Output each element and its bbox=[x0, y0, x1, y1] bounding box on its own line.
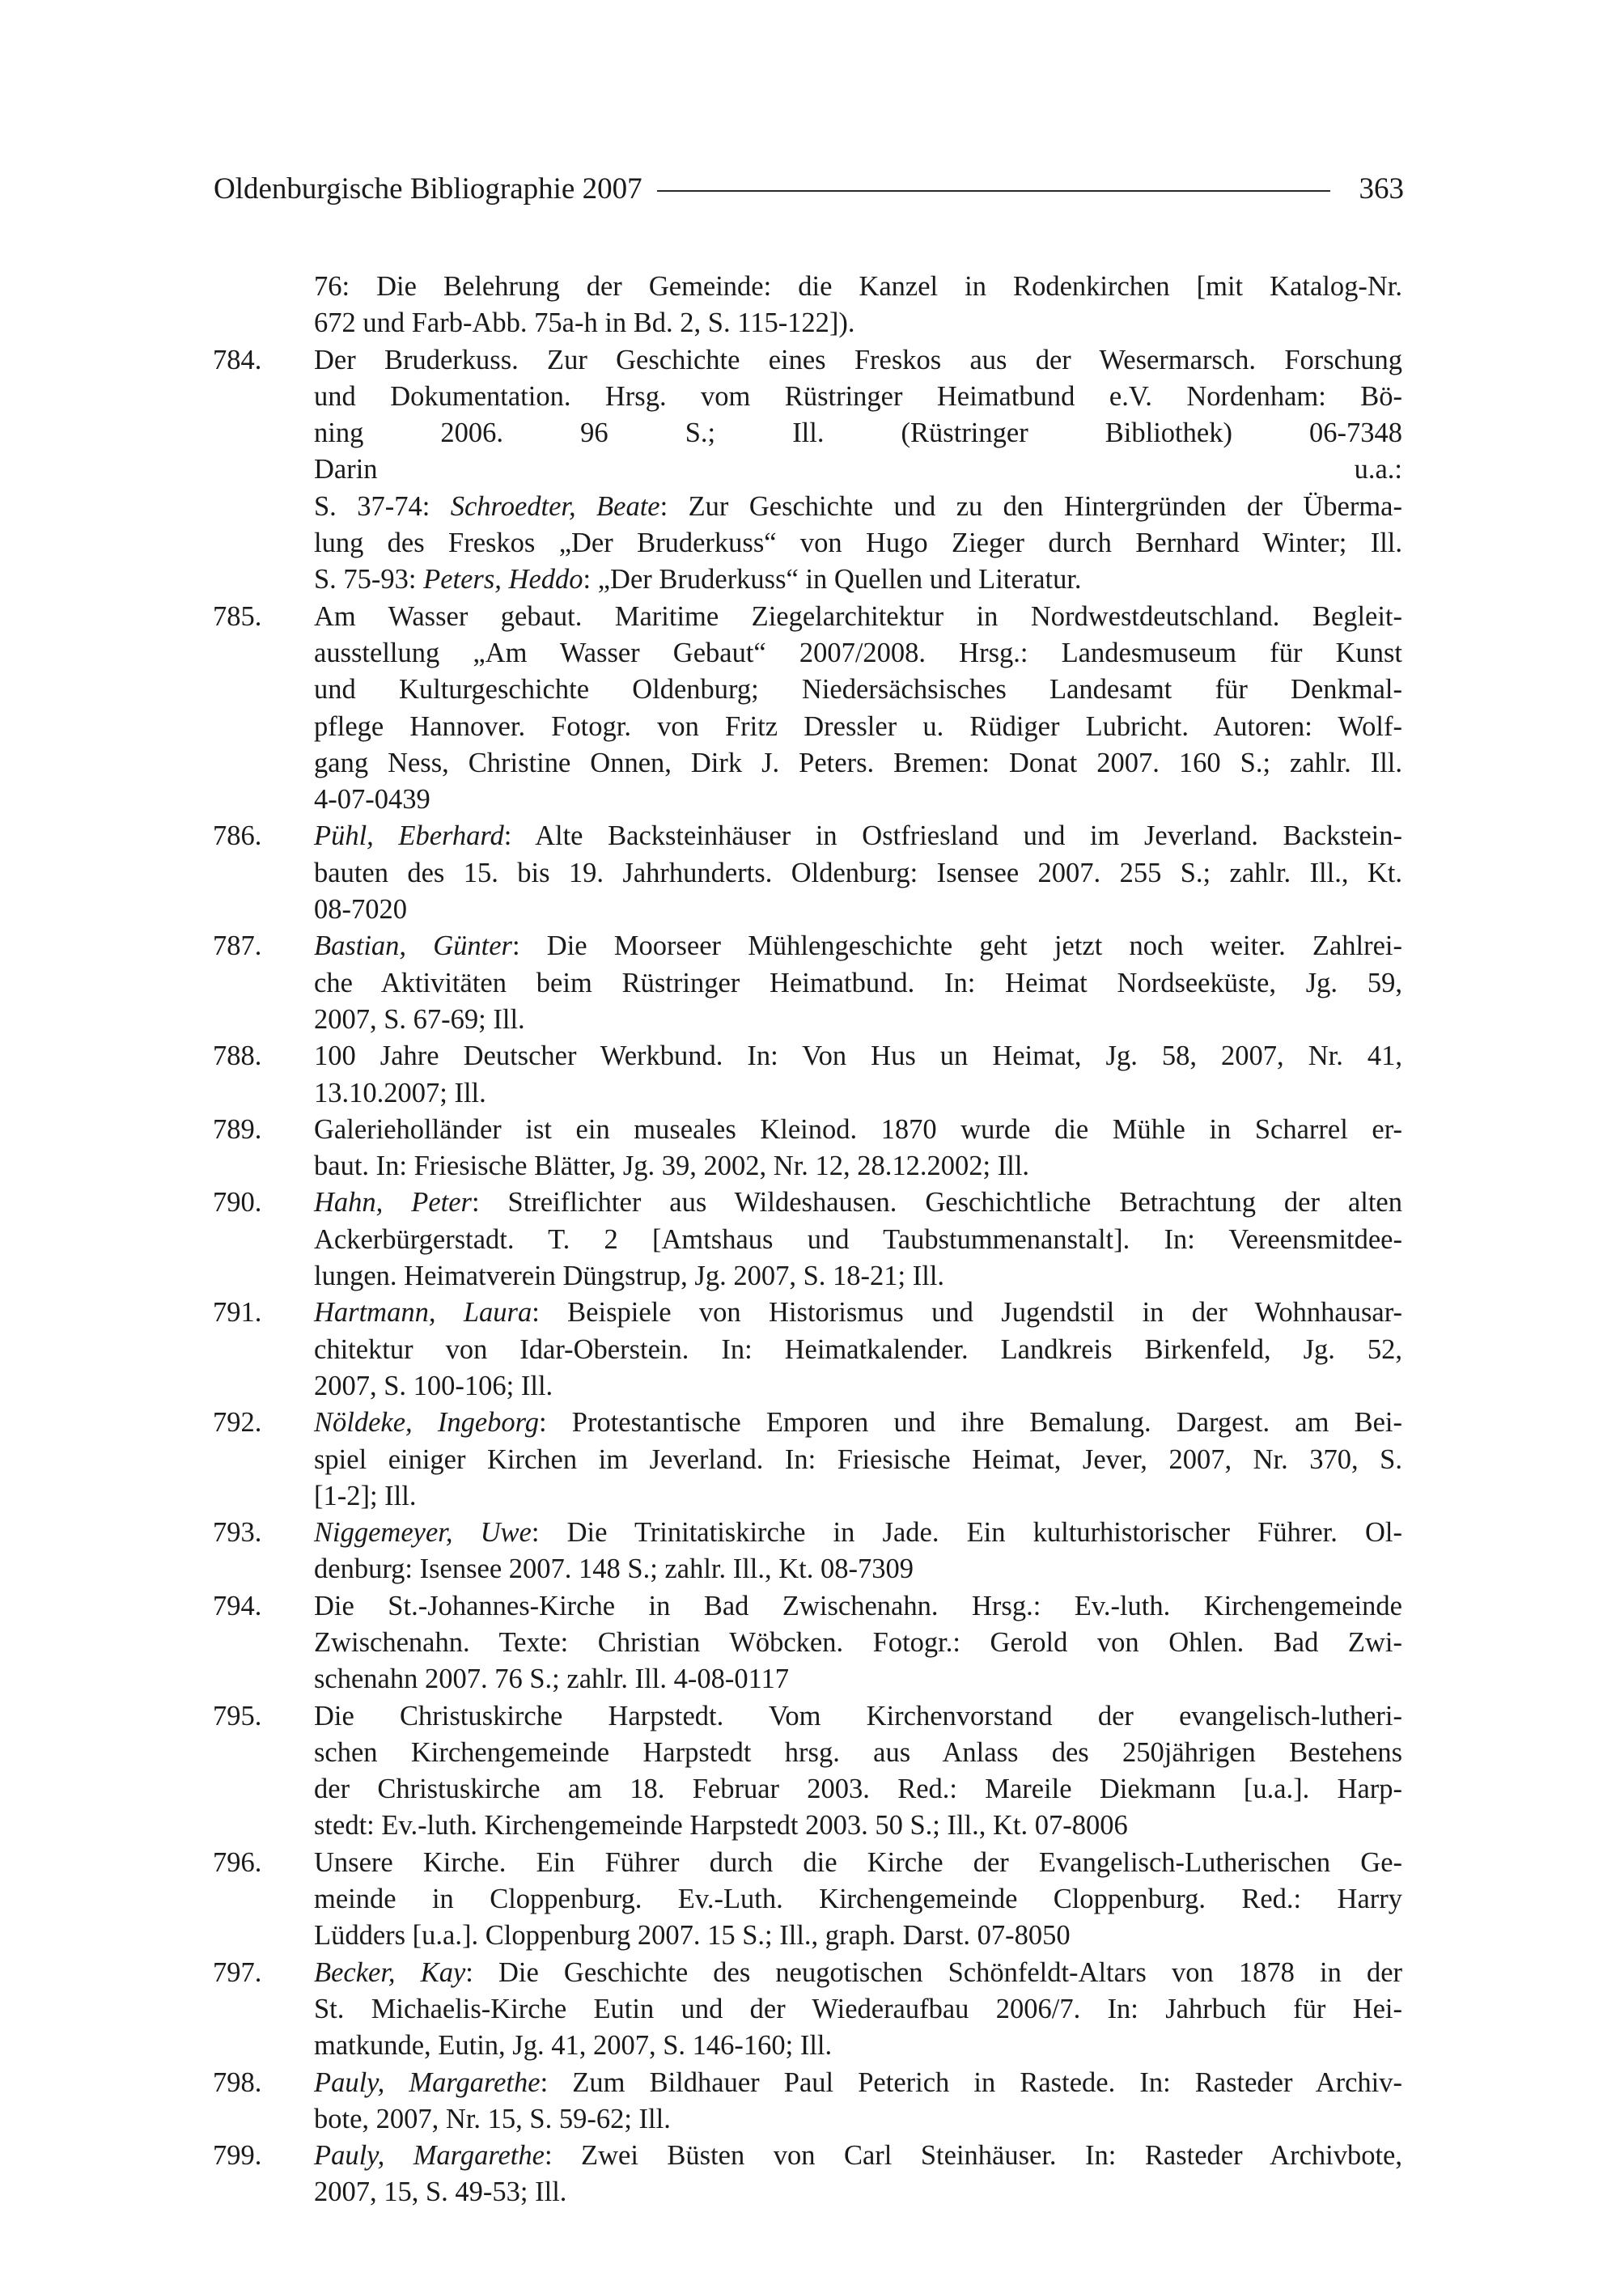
entry-text bbox=[314, 1698, 1402, 1845]
entry-line bbox=[314, 1222, 1402, 1258]
entry-line bbox=[314, 1551, 1402, 1587]
entry-text-segment: bote, 2007, Nr. 15, S. 59-62; Ill. bbox=[314, 2103, 671, 2134]
entry-line bbox=[314, 892, 1402, 928]
entry-line bbox=[314, 855, 1402, 892]
entry-line bbox=[314, 1258, 1402, 1295]
entry-text-segment: und Dokumentation. Hrsg. vom Rüstringer Heimatbund e.V. Nordenham: Bö- bbox=[314, 380, 1402, 412]
entry-text bbox=[314, 1515, 1402, 1588]
entry-line bbox=[314, 451, 1402, 488]
entry-number: 793. bbox=[213, 1517, 262, 1549]
entry-text-segment: : Protestantische Emporen und ihre Bemalung. Dargest. am Bei- bbox=[539, 1407, 1402, 1439]
entry-line bbox=[314, 1368, 1402, 1405]
entry-line bbox=[314, 1881, 1402, 1918]
entry-line bbox=[314, 379, 1402, 415]
entry-text bbox=[314, 269, 1402, 342]
entry-number: 789. bbox=[213, 1113, 262, 1145]
author-name: Pühl, Eberhard bbox=[314, 820, 504, 852]
entry-text-segment: lung des Freskos „Der Bruderkuss“ von Hugo Zieger durch Bernhard Winter; Ill. bbox=[314, 528, 1402, 559]
entry-number: 790. bbox=[213, 1187, 262, 1219]
entry-text-segment: ning 2006. 96 S.; Ill. (Rüstringer Bibliothek) 06-7348 bbox=[314, 417, 1402, 449]
entry-text-segment: stedt: Ev.-luth. Kirchengemeinde Harpstedt 2003. 50 S.; Ill., Kt. 07-8006 bbox=[314, 1810, 1128, 1842]
entry-text-segment: gang Ness, Christine Onnen, Dirk J. Peters. Bremen: Donat 2007. 160 S.; zahlr. Ill. bbox=[314, 747, 1402, 778]
entry-number: 786. bbox=[213, 820, 262, 852]
entry-line bbox=[314, 745, 1402, 782]
entry-text-segment: ausstellung „Am Wasser Gebaut“ 2007/2008. Hrsg.: Landesmuseum für Kunst bbox=[314, 637, 1402, 668]
entry-text-segment: 08-7020 bbox=[314, 894, 407, 926]
entry-line bbox=[314, 1478, 1402, 1515]
entry-number: 794. bbox=[213, 1590, 262, 1621]
entry-number: 787. bbox=[213, 930, 262, 962]
entry-text-segment: 2007, S. 100-106; Ill. bbox=[314, 1370, 553, 1401]
entry-text-segment: 76: Die Belehrung der Gemeinde: die Kanzel in Rodenkirchen [mit Katalog-Nr. bbox=[314, 271, 1402, 302]
author-name: Bastian, Günter bbox=[314, 930, 512, 962]
entry-line bbox=[314, 1625, 1402, 1661]
entry-text-segment: : Beispiele von Historismus und Jugendstil in der Wohnhausar- bbox=[532, 1297, 1402, 1329]
entry-line bbox=[314, 1588, 1402, 1625]
entry-text bbox=[314, 2138, 1402, 2211]
entry-text-segment: : Zwei Büsten von Carl Steinhäuser. In: Rasteder Archivbote, bbox=[544, 2140, 1402, 2172]
entry-line bbox=[314, 1332, 1402, 1368]
header-rule bbox=[657, 190, 1330, 192]
author-name: Niggemeyer, Uwe bbox=[314, 1517, 532, 1549]
entry-text-segment: Unsere Kirche. Ein Führer durch die Kirche der Evangelisch-Lutherischen Ge- bbox=[314, 1846, 1402, 1878]
entry-line bbox=[314, 1112, 1402, 1148]
entry-text-segment: Lüdders [u.a.]. Cloppenburg 2007. 15 S.; Ill., graph. Darst. 07-8050 bbox=[314, 1920, 1071, 1952]
entry-text-segment: 2007, S. 67-69; Ill. bbox=[314, 1003, 525, 1035]
entry-number: 798. bbox=[213, 2066, 262, 2098]
entry-line bbox=[314, 1515, 1402, 1551]
entry-line bbox=[314, 269, 1402, 305]
entry-text-segment: : Zur Geschichte und zu den Hintergründen der Überma- bbox=[659, 490, 1402, 522]
entry-text bbox=[314, 1185, 1402, 1295]
entry-line bbox=[314, 1185, 1402, 1221]
entry-text-segment: : Streiflichter aus Wildeshausen. Geschichtliche Betrachtung der alten bbox=[471, 1187, 1402, 1219]
bibliography-entry bbox=[213, 1185, 1402, 1295]
entry-text-segment: 100 Jahre Deutscher Werkbund. In: Von Hus un Heimat, Jg. 58, 2007, Nr. 41, bbox=[314, 1041, 1402, 1072]
bibliography-entries bbox=[213, 269, 1402, 2211]
entry-text-segment: Die St.-Johannes-Kirche in Bad Zwischenahn. Hrsg.: Ev.-luth. Kirchengemeinde bbox=[314, 1590, 1402, 1621]
entry-text bbox=[314, 928, 1402, 1038]
entry-text-segment: [1-2]; Ill. bbox=[314, 1480, 417, 1511]
entry-line bbox=[314, 342, 1402, 379]
author-name: Hahn, Peter bbox=[314, 1187, 472, 1219]
bibliography-entry bbox=[213, 2138, 1402, 2211]
entry-text bbox=[314, 1405, 1402, 1515]
bibliography-entry bbox=[213, 599, 1402, 819]
entry-text bbox=[314, 2065, 1402, 2138]
entry-line bbox=[314, 525, 1402, 562]
entry-text-segment: chitektur von Idar-Oberstein. In: Heimatkalender. Landkreis Birkenfeld, Jg. 52, bbox=[314, 1333, 1402, 1365]
bibliography-entry bbox=[213, 1845, 1402, 1955]
entry-text-segment: : Zum Bildhauer Paul Peterich in Rastede. In: Rasteder Archiv- bbox=[540, 2066, 1403, 2098]
author-name: Hartmann, Laura bbox=[314, 1297, 532, 1329]
entry-number: 796. bbox=[213, 1846, 262, 1878]
bibliography-entry bbox=[213, 269, 1402, 342]
entry-line bbox=[314, 965, 1402, 1002]
entry-text bbox=[314, 342, 1402, 599]
entry-number: 788. bbox=[213, 1041, 262, 1072]
entry-text bbox=[314, 1038, 1402, 1112]
entry-text-segment: lungen. Heimatverein Düngstrup, Jg. 2007, S. 18-21; Ill. bbox=[314, 1261, 945, 1292]
entry-text-segment: Darin u.a.: bbox=[314, 454, 1402, 485]
entry-number: 799. bbox=[213, 2140, 262, 2172]
entry-line bbox=[314, 1771, 1402, 1808]
page-number: 363 bbox=[1359, 172, 1404, 206]
entry-text-segment: schenahn 2007. 76 S.; zahlr. Ill. 4-08-0117 bbox=[314, 1664, 790, 1695]
entry-text bbox=[314, 599, 1402, 819]
entry-text bbox=[314, 818, 1402, 928]
bibliography-entry bbox=[213, 1698, 1402, 1845]
entry-text-segment: Galerieholländer ist ein museales Kleinod. 1870 wurde die Mühle in Scharrel er- bbox=[314, 1113, 1402, 1145]
entry-text-segment: S. 75-93: bbox=[314, 564, 424, 596]
entry-line bbox=[314, 1808, 1402, 1844]
bibliography-entry bbox=[213, 1405, 1402, 1515]
running-header bbox=[214, 167, 1404, 210]
entry-line bbox=[314, 2065, 1402, 2101]
entry-line bbox=[314, 2138, 1402, 2174]
entry-line bbox=[314, 489, 1402, 525]
entry-number: 785. bbox=[213, 600, 262, 632]
entry-text-segment: pflege Hannover. Fotogr. von Fritz Dressler u. Rüdiger Lubricht. Autoren: Wolf- bbox=[314, 710, 1402, 742]
bibliography-entry bbox=[213, 342, 1402, 599]
bibliography-entry bbox=[213, 1112, 1402, 1185]
entry-line bbox=[314, 415, 1402, 451]
entry-text-segment: 13.10.2007; Ill. bbox=[314, 1077, 486, 1108]
entry-text-segment: Am Wasser gebaut. Maritime Ziegelarchitektur in Nordwestdeutschland. Begleit- bbox=[314, 600, 1402, 632]
entry-line bbox=[314, 1148, 1402, 1185]
author-name: Pauly, Margarethe bbox=[314, 2066, 541, 2098]
entry-text-segment: denburg: Isensee 2007. 148 S.; zahlr. Ill., Kt. 08-7309 bbox=[314, 1553, 914, 1585]
entry-line bbox=[314, 709, 1402, 745]
entry-text bbox=[314, 1112, 1402, 1185]
author-name: Schroedter, Beate bbox=[450, 490, 660, 522]
author-name: Becker, Kay bbox=[314, 1956, 466, 1988]
author-name: Pauly, Margarethe bbox=[314, 2140, 545, 2172]
author-name: Nöldeke, Ingeborg bbox=[314, 1407, 540, 1439]
entry-line bbox=[314, 782, 1402, 818]
entry-text bbox=[314, 1588, 1402, 1698]
entry-line bbox=[314, 672, 1402, 708]
entry-text-segment: S. 37-74: bbox=[314, 490, 451, 522]
entry-text-segment: : Die Geschichte des neugotischen Schönfeldt-Altars von 1878 in der bbox=[465, 1956, 1402, 1988]
bibliography-entry bbox=[213, 1955, 1402, 2065]
bibliography-entry bbox=[213, 1515, 1402, 1588]
entry-text-segment: Zwischenahn. Texte: Christian Wöbcken. Fotogr.: Gerold von Ohlen. Bad Zwi- bbox=[314, 1626, 1402, 1658]
entry-line bbox=[314, 1991, 1402, 2028]
entry-text bbox=[314, 1955, 1402, 2065]
entry-text-segment: meinde in Cloppenburg. Ev.-Luth. Kirchengemeinde Cloppenburg. Red.: Harry bbox=[314, 1884, 1402, 1915]
bibliography-entry bbox=[213, 928, 1402, 1038]
bibliography-entry bbox=[213, 1038, 1402, 1112]
bibliography-entry bbox=[213, 818, 1402, 928]
entry-line bbox=[314, 305, 1402, 341]
entry-line bbox=[314, 1698, 1402, 1735]
entry-line bbox=[314, 2028, 1402, 2064]
entry-number: 797. bbox=[213, 1956, 262, 1988]
entry-text-segment: 4-07-0439 bbox=[314, 784, 430, 816]
entry-line bbox=[314, 1845, 1402, 1881]
entry-line bbox=[314, 2101, 1402, 2138]
entry-line bbox=[314, 1002, 1402, 1038]
bibliography-entry bbox=[213, 1295, 1402, 1405]
entry-line bbox=[314, 2174, 1402, 2210]
entry-text-segment: Der Bruderkuss. Zur Geschichte eines Freskos aus der Wesermarsch. Forschung bbox=[314, 344, 1402, 375]
entry-line bbox=[314, 818, 1402, 854]
entry-text-segment: : Die Moorseer Mühlengeschichte geht jetzt noch weiter. Zahlrei- bbox=[512, 930, 1402, 962]
entry-line bbox=[314, 1735, 1402, 1771]
entry-line bbox=[314, 1918, 1402, 1954]
entry-text-segment: St. Michaelis-Kirche Eutin und der Wiederaufbau 2006/7. In: Jahrbuch für Hei- bbox=[314, 1993, 1402, 2024]
entry-text-segment: Ackerbürgerstadt. T. 2 [Amtshaus und Taubstummenanstalt]. In: Vereensmitdee- bbox=[314, 1223, 1402, 1255]
entry-text-segment: 672 und Farb-Abb. 75a-h in Bd. 2, S. 115-122]). bbox=[314, 307, 855, 339]
entry-line bbox=[314, 1661, 1402, 1697]
entry-text-segment: 2007, 15, S. 49-53; Ill. bbox=[314, 2176, 567, 2208]
entry-line bbox=[314, 1295, 1402, 1331]
entry-text-segment: baut. In: Friesische Blätter, Jg. 39, 2002, Nr. 12, 28.12.2002; Ill. bbox=[314, 1151, 1030, 1182]
entry-line bbox=[314, 1038, 1402, 1074]
entry-text-segment: Die Christuskirche Harpstedt. Vom Kirchenvorstand der evangelisch-lutheri- bbox=[314, 1700, 1402, 1731]
entry-number: 792. bbox=[213, 1407, 262, 1439]
entry-line bbox=[314, 928, 1402, 964]
entry-text-segment: bauten des 15. bis 19. Jahrhunderts. Oldenburg: Isensee 2007. 255 S.; zahlr. Ill., Kt. bbox=[314, 857, 1402, 888]
header-title: Oldenburgische Bibliographie 2007 bbox=[214, 172, 642, 206]
entry-line bbox=[314, 562, 1402, 598]
entry-number: 791. bbox=[213, 1297, 262, 1329]
entry-text bbox=[314, 1845, 1402, 1955]
entry-line bbox=[314, 599, 1402, 635]
entry-line bbox=[314, 1955, 1402, 1991]
entry-number: 784. bbox=[213, 344, 262, 375]
entry-line bbox=[314, 1405, 1402, 1441]
entry-text bbox=[314, 1295, 1402, 1405]
entry-line bbox=[314, 1075, 1402, 1112]
entry-line bbox=[314, 1442, 1402, 1478]
entry-text-segment: : Alte Backsteinhäuser in Ostfriesland und im Jeverland. Backstein- bbox=[503, 820, 1402, 852]
entry-text-segment: und Kulturgeschichte Oldenburg; Niedersächsisches Landesamt für Denkmal- bbox=[314, 674, 1402, 706]
bibliography-entry bbox=[213, 2065, 1402, 2138]
entry-line bbox=[314, 635, 1402, 672]
author-name: Peters, Heddo bbox=[423, 564, 583, 596]
entry-text-segment: matkunde, Eutin, Jg. 41, 2007, S. 146-160; Ill. bbox=[314, 2030, 833, 2062]
entry-text-segment: : Die Trinitatiskirche in Jade. Ein kulturhistorischer Führer. Ol- bbox=[531, 1517, 1402, 1549]
entry-text-segment: che Aktivitäten beim Rüstringer Heimatbund. In: Heimat Nordseeküste, Jg. 59, bbox=[314, 967, 1402, 998]
entry-number: 795. bbox=[213, 1700, 262, 1731]
bibliography-entry bbox=[213, 1588, 1402, 1698]
entry-text-segment: : „Der Bruderkuss“ in Quellen und Literatur. bbox=[583, 564, 1082, 596]
entry-text-segment: spiel einiger Kirchen im Jeverland. In: Friesische Heimat, Jever, 2007, Nr. 370, S. bbox=[314, 1443, 1402, 1475]
entry-text-segment: schen Kirchengemeinde Harpstedt hrsg. aus Anlass des 250jährigen Bestehens bbox=[314, 1736, 1402, 1768]
entry-text-segment: der Christuskirche am 18. Februar 2003. Red.: Mareile Diekmann [u.a.]. Harp- bbox=[314, 1774, 1402, 1805]
